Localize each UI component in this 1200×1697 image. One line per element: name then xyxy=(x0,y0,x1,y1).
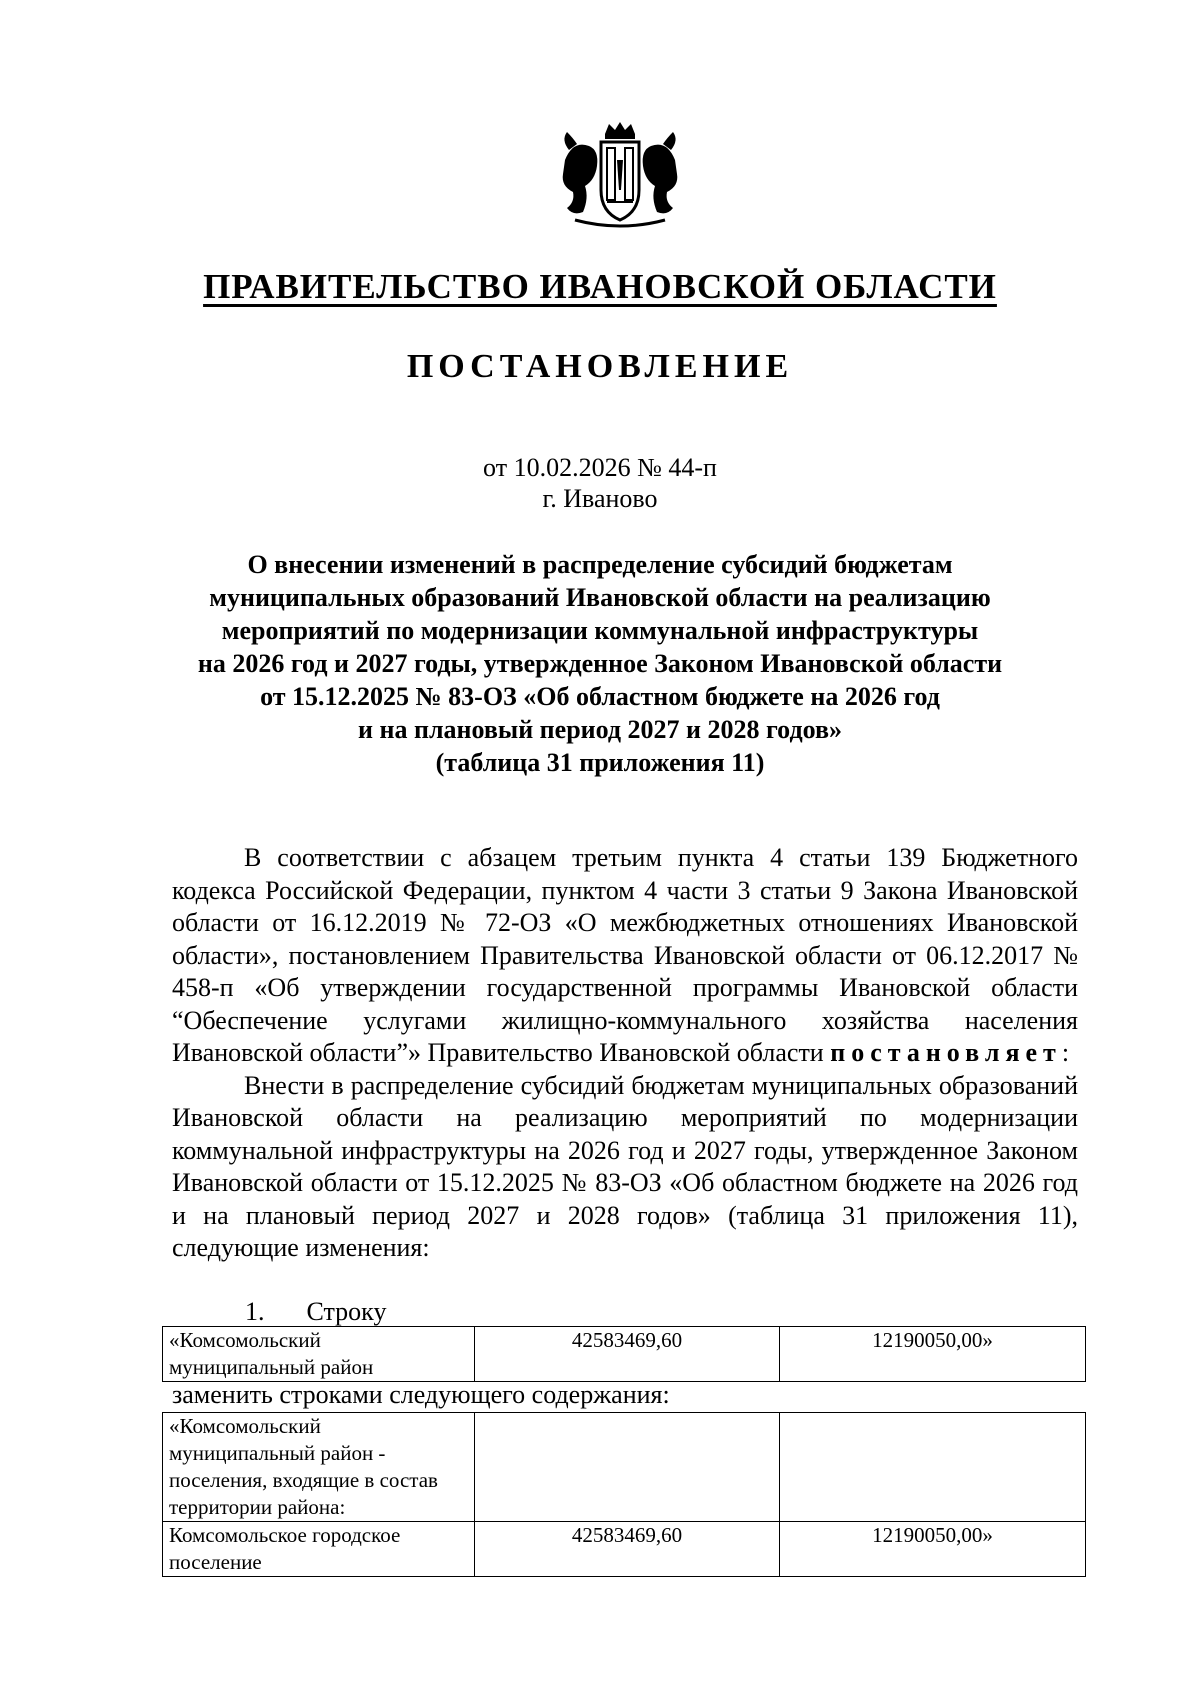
heading-line: от 15.12.2025 № 83-ОЗ «Об областном бюджете на 2026 год xyxy=(260,682,940,711)
table-row xyxy=(163,1522,1086,1577)
document-date-number: от 10.02.2026 № 44-п xyxy=(483,453,717,482)
document-city: г. Иваново xyxy=(542,484,658,513)
table-cell: Комсомольское городское поселение xyxy=(163,1522,475,1577)
heading-line: мероприятий по модернизации коммунальной инфраструктуры xyxy=(221,616,979,645)
table-cell: 42583469,60 xyxy=(474,1522,779,1577)
document-body xyxy=(172,842,1078,1265)
table-cell xyxy=(474,1413,779,1522)
table-row xyxy=(163,1327,1086,1382)
heading-line: муниципальных образований Ивановской области на реализацию xyxy=(209,583,991,612)
document-type: ПОСТАНОВЛЕНИЕ xyxy=(406,348,794,385)
new-rows-table xyxy=(162,1412,1086,1577)
table-cell: 12190050,00» xyxy=(780,1327,1086,1382)
heading-line: О внесении изменений в распределение субсидий бюджетам xyxy=(247,550,953,579)
table-cell: 12190050,00» xyxy=(780,1522,1086,1577)
replace-instruction: заменить строками следующего содержания: xyxy=(172,1380,670,1409)
resolves-keyword: постановляет xyxy=(830,1038,1062,1067)
preamble-paragraph xyxy=(172,842,1078,1070)
preamble-text: В соответствии с абзацем третьим пункта 4 статьи 139 Бюджетного кодекса Российской Федерации, пунктом 4 части 3 статьи 9 Закона Ивановской области от 16.12.2019 № 72-ОЗ «О межбюджетных отношениях Ивановской области», постановлением Правительства Ивановской области от 06.12.2017 № 458-п «Об утверждении государственной программы Ивановской области “Обеспечение услугами жилищно-коммунального хозяйства населения Ивановской области”» Правительство Ивановской области xyxy=(172,843,1078,1067)
document-heading xyxy=(140,548,1060,779)
table-cell: «Комсомольский муниципальный район xyxy=(163,1327,475,1382)
heading-line: (таблица 31 приложения 11) xyxy=(435,748,765,777)
coat-of-arms-emblem xyxy=(555,120,685,232)
heading-line: и на плановый период 2027 и 2028 годов» xyxy=(358,715,842,744)
preamble-colon: : xyxy=(1061,1038,1070,1067)
item-text: Строку xyxy=(306,1297,387,1326)
table-row xyxy=(163,1413,1086,1522)
item-number: 1. xyxy=(245,1297,265,1326)
table-cell: «Комсомольский муниципальный район - поселения, входящие в состав территории района: xyxy=(163,1413,475,1522)
item-1 xyxy=(245,1297,386,1327)
amendment-paragraph: Внести в распределение субсидий бюджетам муниципальных образований Ивановской области на реализацию мероприятий по модернизации коммунальной инфраструктуры на 2026 год и 2027 годы, утвержденное Законом Ивановской области от 15.12.2025 № 83-ОЗ «Об областном бюджете на 2026 год и на плановый период 2027 и 2028 годов» (таблица 31 приложения 11), следующие изменения: xyxy=(172,1070,1078,1262)
old-row-table xyxy=(162,1326,1086,1382)
table-cell: 42583469,60 xyxy=(474,1327,779,1382)
heading-line: на 2026 год и 2027 годы, утвержденное Законом Ивановской области xyxy=(197,649,1003,678)
table-cell xyxy=(780,1413,1086,1522)
government-title: ПРАВИТЕЛЬСТВО ИВАНОВСКОЙ ОБЛАСТИ xyxy=(203,267,997,306)
